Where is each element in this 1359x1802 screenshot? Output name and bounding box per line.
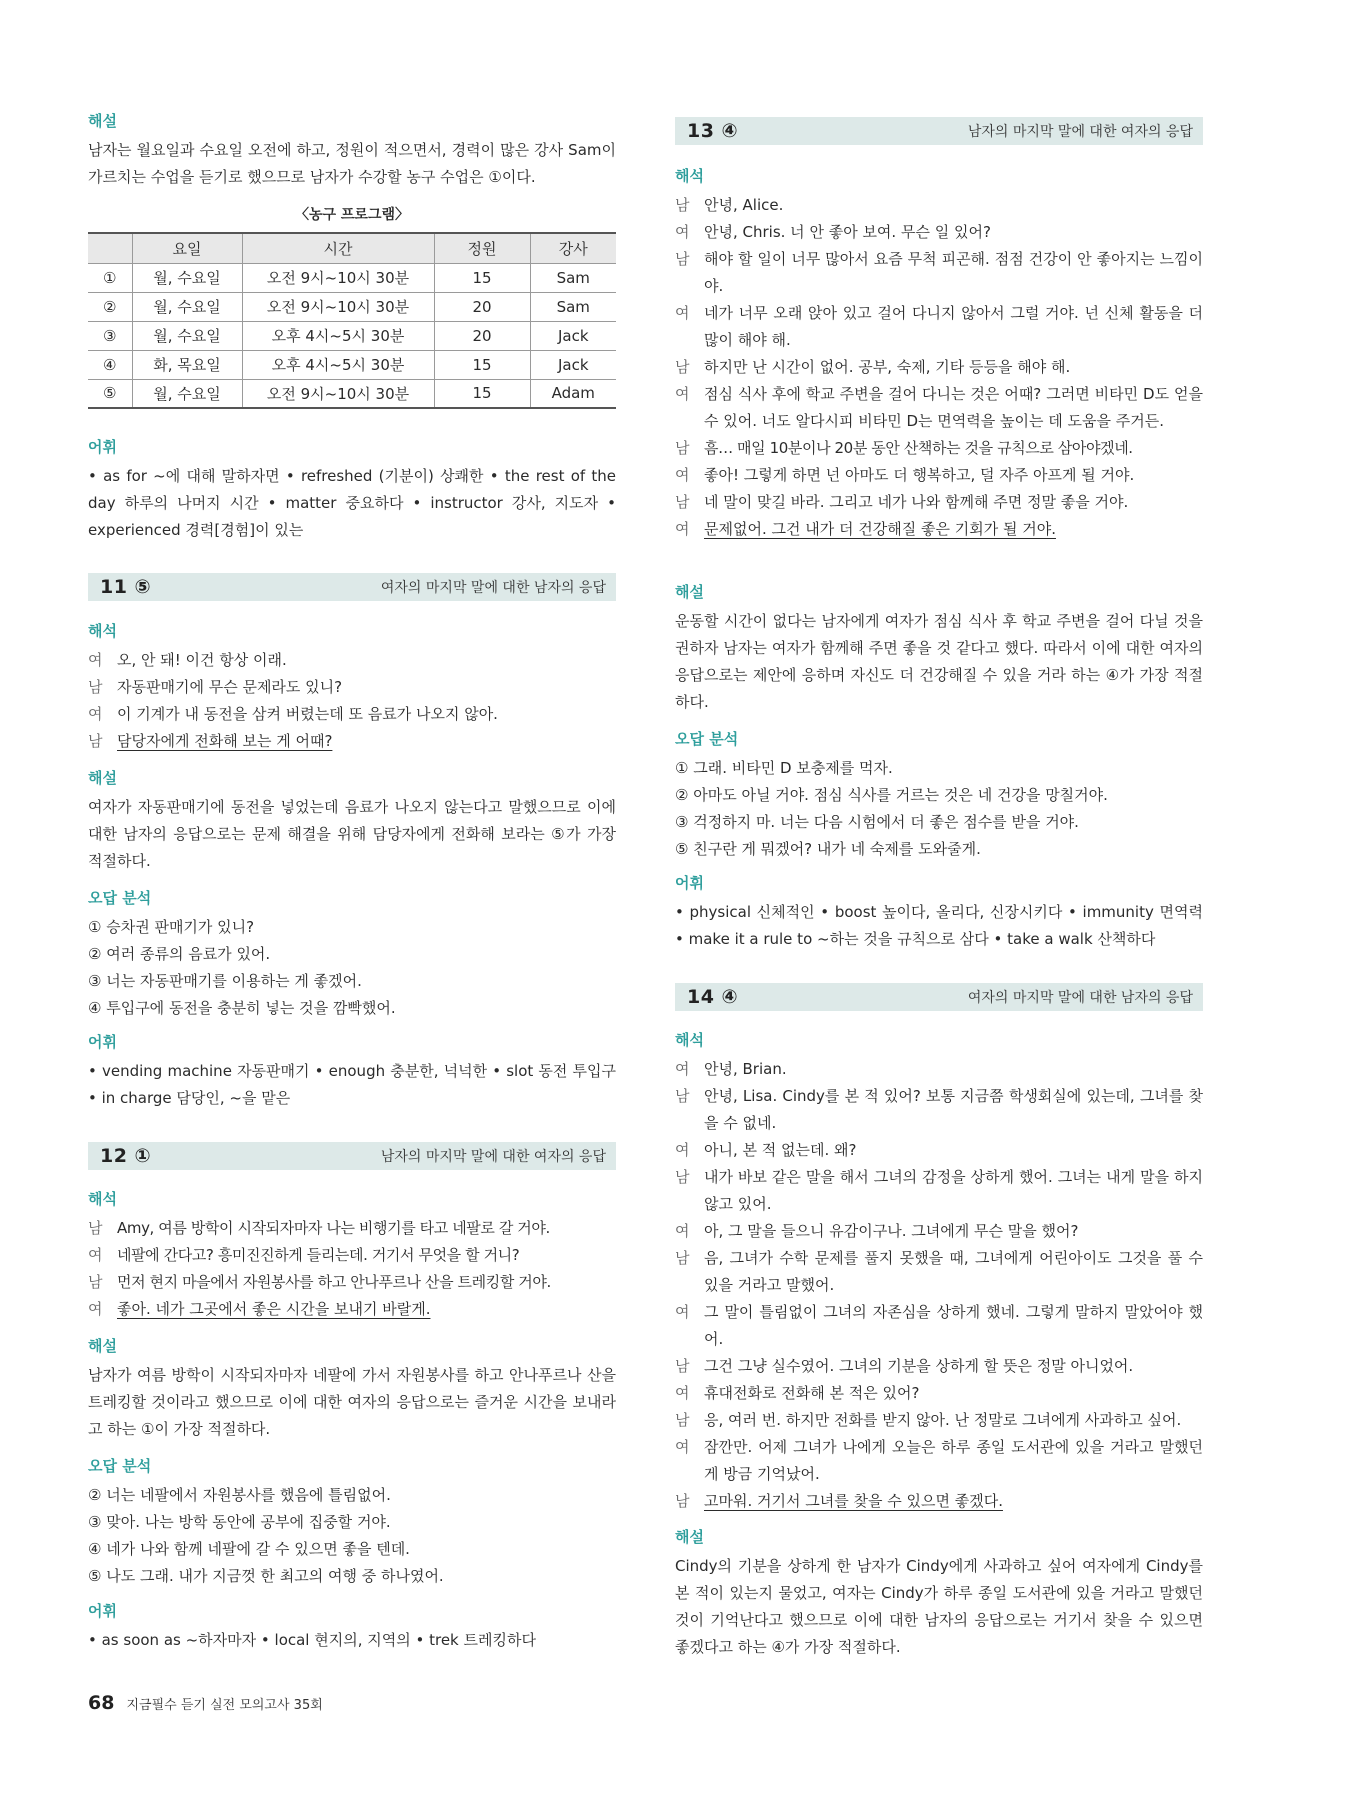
table-cell: Sam (530, 292, 616, 321)
speaker: 여 (675, 1141, 690, 1159)
q13-wrong-analysis (675, 728, 1203, 863)
question-bar (675, 117, 1203, 145)
answer-utterance: 문제없어. 그건 내가 더 건강해질 좋은 기회가 될 거야. (704, 520, 1056, 538)
table-cell: Jack (530, 321, 616, 350)
dialog-line (675, 1164, 1203, 1218)
question-type: 남자의 마지막 말에 대한 여자의 응답 (967, 124, 1193, 140)
speaker: 여 (675, 304, 690, 322)
utterance: 안녕, Chris. 너 안 좋아 보여. 무슨 일 있어? (704, 223, 991, 241)
utterance: 네 말이 맞길 바라. 그리고 네가 나와 함께해 주면 정말 좋을 거야. (704, 493, 1129, 511)
utterance: 안녕, Alice. (704, 196, 784, 214)
table-cell: ③ (88, 321, 132, 350)
answer-utterance: 담당자에게 전화해 보는 게 어때? (117, 732, 333, 750)
dialog-line (675, 1380, 1203, 1407)
dialog-line (675, 1353, 1203, 1380)
dialog (88, 647, 616, 755)
utterance: 하지만 난 시간이 없어. 공부, 숙제, 기타 등등을 해야 해. (704, 358, 1071, 376)
table-cell: 오전 9시~10시 30분 (242, 263, 434, 292)
speaker: 여 (675, 520, 690, 538)
speaker: 여 (675, 1060, 690, 1078)
question-type: 남자의 마지막 말에 대한 여자의 응답 (380, 1149, 606, 1165)
utterance: 먼저 현지 마을에서 자원봉사를 하고 안나푸르나 산을 트레킹할 거야. (117, 1273, 551, 1291)
speaker: 여 (88, 1246, 103, 1264)
utterance: 잠깐만. 어제 그녀가 나에게 오늘은 하루 종일 도서관에 있을 거라고 말했던 게 방금 기억났어. (704, 1438, 1203, 1483)
dialog-line (675, 300, 1203, 354)
haeseok-label: 해석 (675, 1031, 704, 1049)
speaker: 여 (675, 1303, 690, 1321)
dialog-line (675, 1218, 1203, 1245)
dialog-line (88, 1215, 616, 1242)
haeseol-label: 해설 (88, 112, 117, 130)
wrong-option: ① 그래. 비타민 D 보충제를 먹자. (675, 759, 893, 777)
haeseol-label: 해설 (88, 1337, 117, 1355)
dialog-line (675, 1434, 1203, 1488)
utterance: 좋아! 그렇게 하면 넌 아마도 더 행복하고, 덜 자주 아프게 될 거야. (704, 466, 1135, 484)
odap-label: 오답 분석 (88, 889, 152, 907)
vocab-label: 어휘 (675, 874, 704, 892)
q12-translation (88, 1188, 616, 1323)
table-cell: ⑤ (88, 379, 132, 408)
wrong-option: ④ 투입구에 동전을 충분히 넣는 것을 깜빡했어. (88, 999, 396, 1017)
dialog-line (88, 1296, 616, 1323)
table-cell: 월, 수요일 (132, 321, 242, 350)
question-bar (675, 983, 1203, 1011)
utterance: 이 기계가 내 동전을 삼켜 버렸는데 또 음료가 나오지 않아. (117, 705, 498, 723)
dialog-line (675, 1299, 1203, 1353)
speaker: 남 (88, 1219, 103, 1237)
q14-translation (675, 1029, 1203, 1515)
dialog (675, 1056, 1203, 1515)
table-cell: 15 (434, 379, 530, 408)
question-bar (88, 1142, 616, 1170)
dialog-line (675, 516, 1203, 543)
q13-explanation (675, 581, 1203, 716)
q11-wrong-analysis (88, 887, 616, 1022)
utterance: 네팔에 간다고? 흥미진진하게 들리는데. 거기서 무엇을 할 거니? (117, 1246, 520, 1264)
dialog-line (88, 647, 616, 674)
haeseok-label: 해석 (88, 1190, 117, 1208)
question-type: 여자의 마지막 말에 대한 남자의 응답 (967, 990, 1193, 1006)
vocab-text: • as soon as ~하자마자 • local 현지의, 지역의 • trek 트레킹하다 (88, 1631, 536, 1649)
speaker: 남 (675, 358, 690, 376)
table-cell: Sam (530, 263, 616, 292)
utterance: 그건 그냥 실수였어. 그녀의 기분을 상하게 할 뜻은 정말 아니었어. (704, 1357, 1134, 1375)
utterance: 내가 바보 같은 말을 해서 그녀의 감정을 상하게 했어. 그녀는 내게 말을 하지 않고 있어. (704, 1168, 1203, 1213)
wrong-option: ② 아마도 아닐 거야. 점심 식사를 거르는 것은 네 건강을 망칠거야. (675, 786, 1108, 804)
speaker: 여 (675, 1222, 690, 1240)
speaker: 여 (675, 1384, 690, 1402)
q11-header (88, 573, 616, 601)
speaker: 여 (675, 385, 690, 403)
utterance: 아니, 본 적 없는데. 왜? (704, 1141, 857, 1159)
haeseol-text: 남자는 월요일과 수요일 오전에 하고, 정원이 적으면서, 경력이 많은 강사 Sam이 가르치는 수업을 듣기로 했으므로 남자가 수강할 농구 수업은 ①이다. (88, 141, 616, 186)
haeseol-text: 여자가 자동판매기에 동전을 넣었는데 음료가 나오지 않는다고 말했으므로 이에 대한 남자의 응답으로는 문제 해결을 위해 담당자에게 전화해 보라는 ⑤가 가장 적절하다. (88, 798, 616, 870)
question-number: 14 ④ (687, 986, 739, 1008)
question-number: 11 ⑤ (100, 576, 152, 598)
dialog-line (675, 354, 1203, 381)
speaker: 여 (675, 223, 690, 241)
wrong-option: ① 승차권 판매기가 있니? (88, 918, 255, 936)
utterance: 흠… 매일 10분이나 20분 동안 산책하는 것을 규칙으로 삼아야겠네. (704, 439, 1133, 457)
table-row (88, 321, 616, 350)
utterance: 아, 그 말을 들으니 유감이구나. 그녀에게 무슨 말을 했어? (704, 1222, 1079, 1240)
haeseol-text: 남자가 여름 방학이 시작되자마자 네팔에 가서 자원봉사를 하고 안나푸르나 산을 트레킹할 것이라고 했으므로 이에 대한 여자의 응답으로는 즐거운 시간을 보내라고 하는 ①이 가장 적절하다. (88, 1366, 616, 1438)
page-number: 68 (88, 1692, 115, 1714)
dialog-line (675, 1407, 1203, 1434)
wrong-option: ⑤ 친구란 게 뭐겠어? 내가 네 숙제를 도와줄게. (675, 840, 981, 858)
wrong-option: ③ 너는 자동판매기를 이용하는 게 좋겠어. (88, 972, 362, 990)
q12-header (88, 1142, 616, 1170)
q11-vocab (88, 1031, 616, 1112)
table-cell: 월, 수요일 (132, 292, 242, 321)
vocab-text: • physical 신체적인 • boost 높이다, 올리다, 신장시키다 • immunity 면역력 • make it a rule to ~하는 것을 규칙으로 삼다 • take a walk 산책하다 (675, 903, 1203, 948)
q11-translation (88, 620, 616, 755)
speaker: 여 (675, 1438, 690, 1456)
table-cell: ① (88, 263, 132, 292)
book-title: 지금필수 듣기 실전 모의고사 35회 (126, 1698, 323, 1713)
table-row (88, 379, 616, 408)
haeseol-label: 해설 (675, 1528, 704, 1546)
utterance: 안녕, Brian. (704, 1060, 787, 1078)
dialog-line (88, 728, 616, 755)
wrong-option: ③ 맞아. 나는 방학 동안에 공부에 집중할 거야. (88, 1513, 391, 1531)
utterance: 점심 식사 후에 학교 주변을 걸어 다니는 것은 어때? 그러면 비타민 D도 얻을 수 있어. 너도 알다시피 비타민 D는 면역력을 높이는 데 도움을 주거든. (704, 385, 1203, 430)
table-cell: 오전 9시~10시 30분 (242, 379, 434, 408)
speaker: 남 (675, 1357, 690, 1375)
table-header: 정원 (434, 233, 530, 263)
dialog (675, 192, 1203, 543)
utterance: Amy, 여름 방학이 시작되자마자 나는 비행기를 타고 네팔로 갈 거야. (117, 1219, 550, 1237)
table-cell: 오후 4시~5시 30분 (242, 321, 434, 350)
table-cell: 월, 수요일 (132, 379, 242, 408)
answer-utterance: 좋아. 네가 그곳에서 좋은 시간을 보내기 바랄게. (117, 1300, 431, 1318)
dialog-line (675, 1083, 1203, 1137)
haeseol-label: 해설 (675, 583, 704, 601)
speaker: 남 (675, 1411, 690, 1429)
odap-label: 오답 분석 (675, 730, 739, 748)
table-header: 시간 (242, 233, 434, 263)
utterance: 안녕, Lisa. Cindy를 본 적 있어? 보통 지금쯤 학생회실에 있는데, 그녀를 찾을 수 없네. (704, 1087, 1203, 1132)
utterance: 그 말이 틀림없이 그녀의 자존심을 상하게 했네. 그렇게 말하지 말았어야 했어. (704, 1303, 1203, 1348)
table-cell: 20 (434, 292, 530, 321)
table-cell: 월, 수요일 (132, 263, 242, 292)
utterance: 휴대전화로 전화해 본 적은 있어? (704, 1384, 920, 1402)
table-cell: 15 (434, 350, 530, 379)
dialog-line (675, 1488, 1203, 1515)
vocab-label: 어휘 (88, 1033, 117, 1051)
question-type: 여자의 마지막 말에 대한 남자의 응답 (380, 580, 606, 596)
utterance: 음, 그녀가 수학 문제를 풀지 못했을 때, 그녀에게 어린아이도 그것을 풀 수 있을 거라고 말했어. (704, 1249, 1203, 1294)
wrong-option: ③ 걱정하지 마. 너는 다음 시험에서 더 좋은 점수를 받을 거야. (675, 813, 1079, 831)
page-footer (88, 1692, 323, 1714)
table-cell: ② (88, 292, 132, 321)
speaker: 남 (88, 678, 103, 696)
q14-header (675, 983, 1203, 1011)
table-cell: 오전 9시~10시 30분 (242, 292, 434, 321)
table-cell: 20 (434, 321, 530, 350)
question-bar (88, 573, 616, 601)
dialog-line (675, 219, 1203, 246)
program-table-block (88, 196, 616, 409)
dialog (88, 1215, 616, 1323)
dialog-line (675, 246, 1203, 300)
speaker: 여 (88, 651, 103, 669)
dialog-line (675, 462, 1203, 489)
vocab-text: • as for ~에 대해 말하자면 • refreshed (기분이) 상쾌한 • the rest of the day 하루의 나머지 시간 • matter 중요하다 • instructor 강사, 지도자 • experienced 경력[경험]이 있는 (88, 467, 616, 539)
dialog-line (675, 1245, 1203, 1299)
question-number: 13 ④ (687, 120, 739, 142)
q13-vocab (675, 872, 1203, 953)
speaker: 남 (675, 493, 690, 511)
q14-explanation (675, 1526, 1203, 1661)
speaker: 남 (675, 1168, 690, 1186)
utterance: 오, 안 돼! 이건 항상 이래. (117, 651, 287, 669)
q10-explanation (88, 110, 616, 191)
speaker: 여 (88, 705, 103, 723)
speaker: 남 (675, 196, 690, 214)
speaker: 여 (675, 466, 690, 484)
table-row (88, 292, 616, 321)
table-cell: 15 (434, 263, 530, 292)
q11-explanation (88, 767, 616, 875)
table-row (88, 350, 616, 379)
wrong-option: ⑤ 나도 그래. 내가 지금껏 한 최고의 여행 중 하나였어. (88, 1567, 444, 1585)
odap-label: 오답 분석 (88, 1457, 152, 1475)
haeseol-label: 해설 (88, 769, 117, 787)
dialog-line (675, 1137, 1203, 1164)
table-cell: Adam (530, 379, 616, 408)
wrong-option: ② 여러 종류의 음료가 있어. (88, 945, 271, 963)
utterance: 자동판매기에 무슨 문제라도 있니? (117, 678, 343, 696)
q10-vocab (88, 436, 616, 544)
vocab-text: • vending machine 자동판매기 • enough 충분한, 넉넉한 • slot 동전 투입구 • in charge 담당인, ~을 맡은 (88, 1062, 616, 1107)
speaker: 남 (675, 1087, 690, 1105)
question-number: 12 ① (100, 1145, 152, 1167)
table-header: 강사 (530, 233, 616, 263)
q13-header (675, 117, 1203, 145)
q12-wrong-analysis (88, 1455, 616, 1590)
dialog-line (88, 1269, 616, 1296)
utterance: 네가 너무 오래 앉아 있고 걸어 다니지 않아서 그럴 거야. 넌 신체 활동을 더 많이 해야 해. (704, 304, 1203, 349)
haeseol-text: 운동할 시간이 없다는 남자에게 여자가 점심 식사 후 학교 주변을 걸어 다닐 것을 권하자 남자는 여자가 함께해 주면 좋을 것 같다고 했다. 따라서 이에 대한 여자의 응답으로는 제안에 응하며 자신도 더 건강해질 수 있을 거라 하는 ④가 가장 적절하다. (675, 612, 1203, 711)
basketball-program-table (88, 232, 616, 409)
table-cell: 화, 목요일 (132, 350, 242, 379)
table-cell: Jack (530, 350, 616, 379)
table-caption: 〈농구 프로그램〉 (294, 207, 410, 223)
q12-vocab (88, 1600, 616, 1654)
q13-translation (675, 165, 1203, 543)
dialog-line (675, 435, 1203, 462)
dialog-line (675, 381, 1203, 435)
speaker: 남 (675, 1492, 690, 1510)
vocab-label: 어휘 (88, 438, 117, 456)
dialog-line (88, 674, 616, 701)
table-cell: ④ (88, 350, 132, 379)
answer-utterance: 고마워. 거기서 그녀를 찾을 수 있으면 좋겠다. (704, 1492, 1003, 1510)
speaker: 남 (675, 250, 690, 268)
speaker: 남 (88, 732, 103, 750)
dialog-line (675, 1056, 1203, 1083)
table-cell: 오후 4시~5시 30분 (242, 350, 434, 379)
table-row (88, 263, 616, 292)
utterance: 응, 여러 번. 하지만 전화를 받지 않아. 난 정말로 그녀에게 사과하고 싶어. (704, 1411, 1182, 1429)
speaker: 남 (675, 439, 690, 457)
speaker: 여 (88, 1300, 103, 1318)
vocab-label: 어휘 (88, 1602, 117, 1620)
q12-explanation (88, 1335, 616, 1443)
haeseok-label: 해석 (88, 622, 117, 640)
table-header: 요일 (132, 233, 242, 263)
table-header-row (88, 233, 616, 263)
haeseol-text: Cindy의 기분을 상하게 한 남자가 Cindy에게 사과하고 싶어 여자에게 Cindy를 본 적이 있는지 물었고, 여자는 Cindy가 하루 종일 도서관에 있을 거라고 말했던 것이 기억난다고 했으므로 이에 대한 남자의 응답으로는 거기서 찾을 수 있으면 좋겠다고 하는 ④가 가장 적절하다. (675, 1557, 1203, 1656)
dialog-line (675, 192, 1203, 219)
dialog-line (675, 489, 1203, 516)
dialog-line (88, 1242, 616, 1269)
table-header (88, 233, 132, 263)
wrong-option: ② 너는 네팔에서 자원봉사를 했음에 틀림없어. (88, 1486, 391, 1504)
speaker: 남 (675, 1249, 690, 1267)
utterance: 해야 할 일이 너무 많아서 요즘 무척 피곤해. 점점 건강이 안 좋아지는 느낌이야. (704, 250, 1203, 295)
wrong-option: ④ 네가 나와 함께 네팔에 갈 수 있으면 좋을 텐데. (88, 1540, 410, 1558)
dialog-line (88, 701, 616, 728)
haeseok-label: 해석 (675, 167, 704, 185)
speaker: 남 (88, 1273, 103, 1291)
